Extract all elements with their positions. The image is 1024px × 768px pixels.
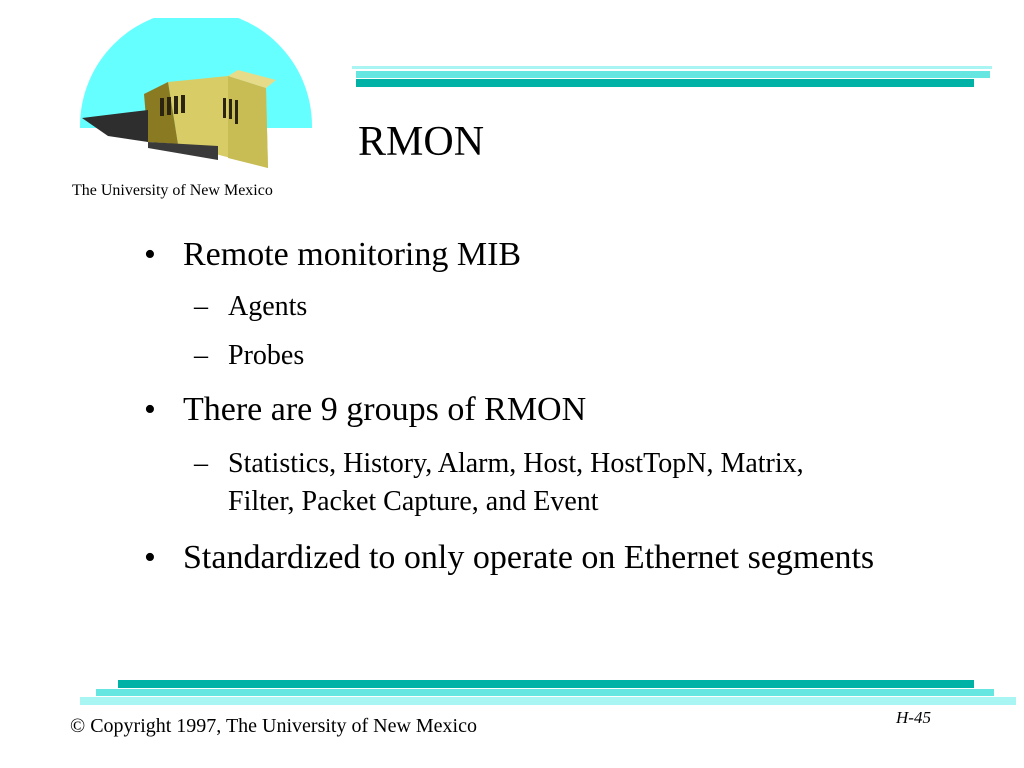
bullet-text: Standardized to only operate on Ethernet segments — [183, 539, 875, 576]
sub-bullet-marker: – — [194, 340, 208, 371]
bullet-marker: • — [144, 539, 156, 576]
page-number: H-45 — [896, 708, 931, 727]
sub-bullet-marker: – — [194, 291, 208, 322]
university-name: The University of New Mexico — [72, 182, 273, 199]
sub-bullet-text: Probes — [228, 340, 305, 371]
bullet-marker: • — [144, 391, 156, 428]
slide-title: RMON — [358, 119, 485, 165]
bullet-text: There are 9 groups of RMON — [183, 391, 587, 428]
bullet-text: Remote monitoring MIB — [183, 236, 522, 273]
sub-bullet-text-continued: Filter, Packet Capture, and Event — [228, 486, 599, 517]
bottom-divider-light — [80, 697, 1016, 705]
sub-bullet-text: Statistics, History, Alarm, Host, HostTopN, Matrix, — [228, 448, 804, 479]
bullet-marker: • — [144, 236, 156, 273]
top-divider-light — [352, 66, 992, 69]
bullet-item — [144, 235, 156, 275]
sub-bullet-text: Agents — [228, 291, 308, 322]
sub-bullet-marker: – — [194, 448, 208, 479]
top-divider-cyan — [356, 71, 990, 78]
bottom-divider-teal — [118, 680, 974, 688]
top-divider-teal — [356, 79, 974, 87]
pueblo-building-sun-icon — [78, 18, 318, 170]
copyright-text: © Copyright 1997, The University of New Mexico — [70, 715, 477, 737]
bottom-divider-cyan — [96, 689, 994, 696]
